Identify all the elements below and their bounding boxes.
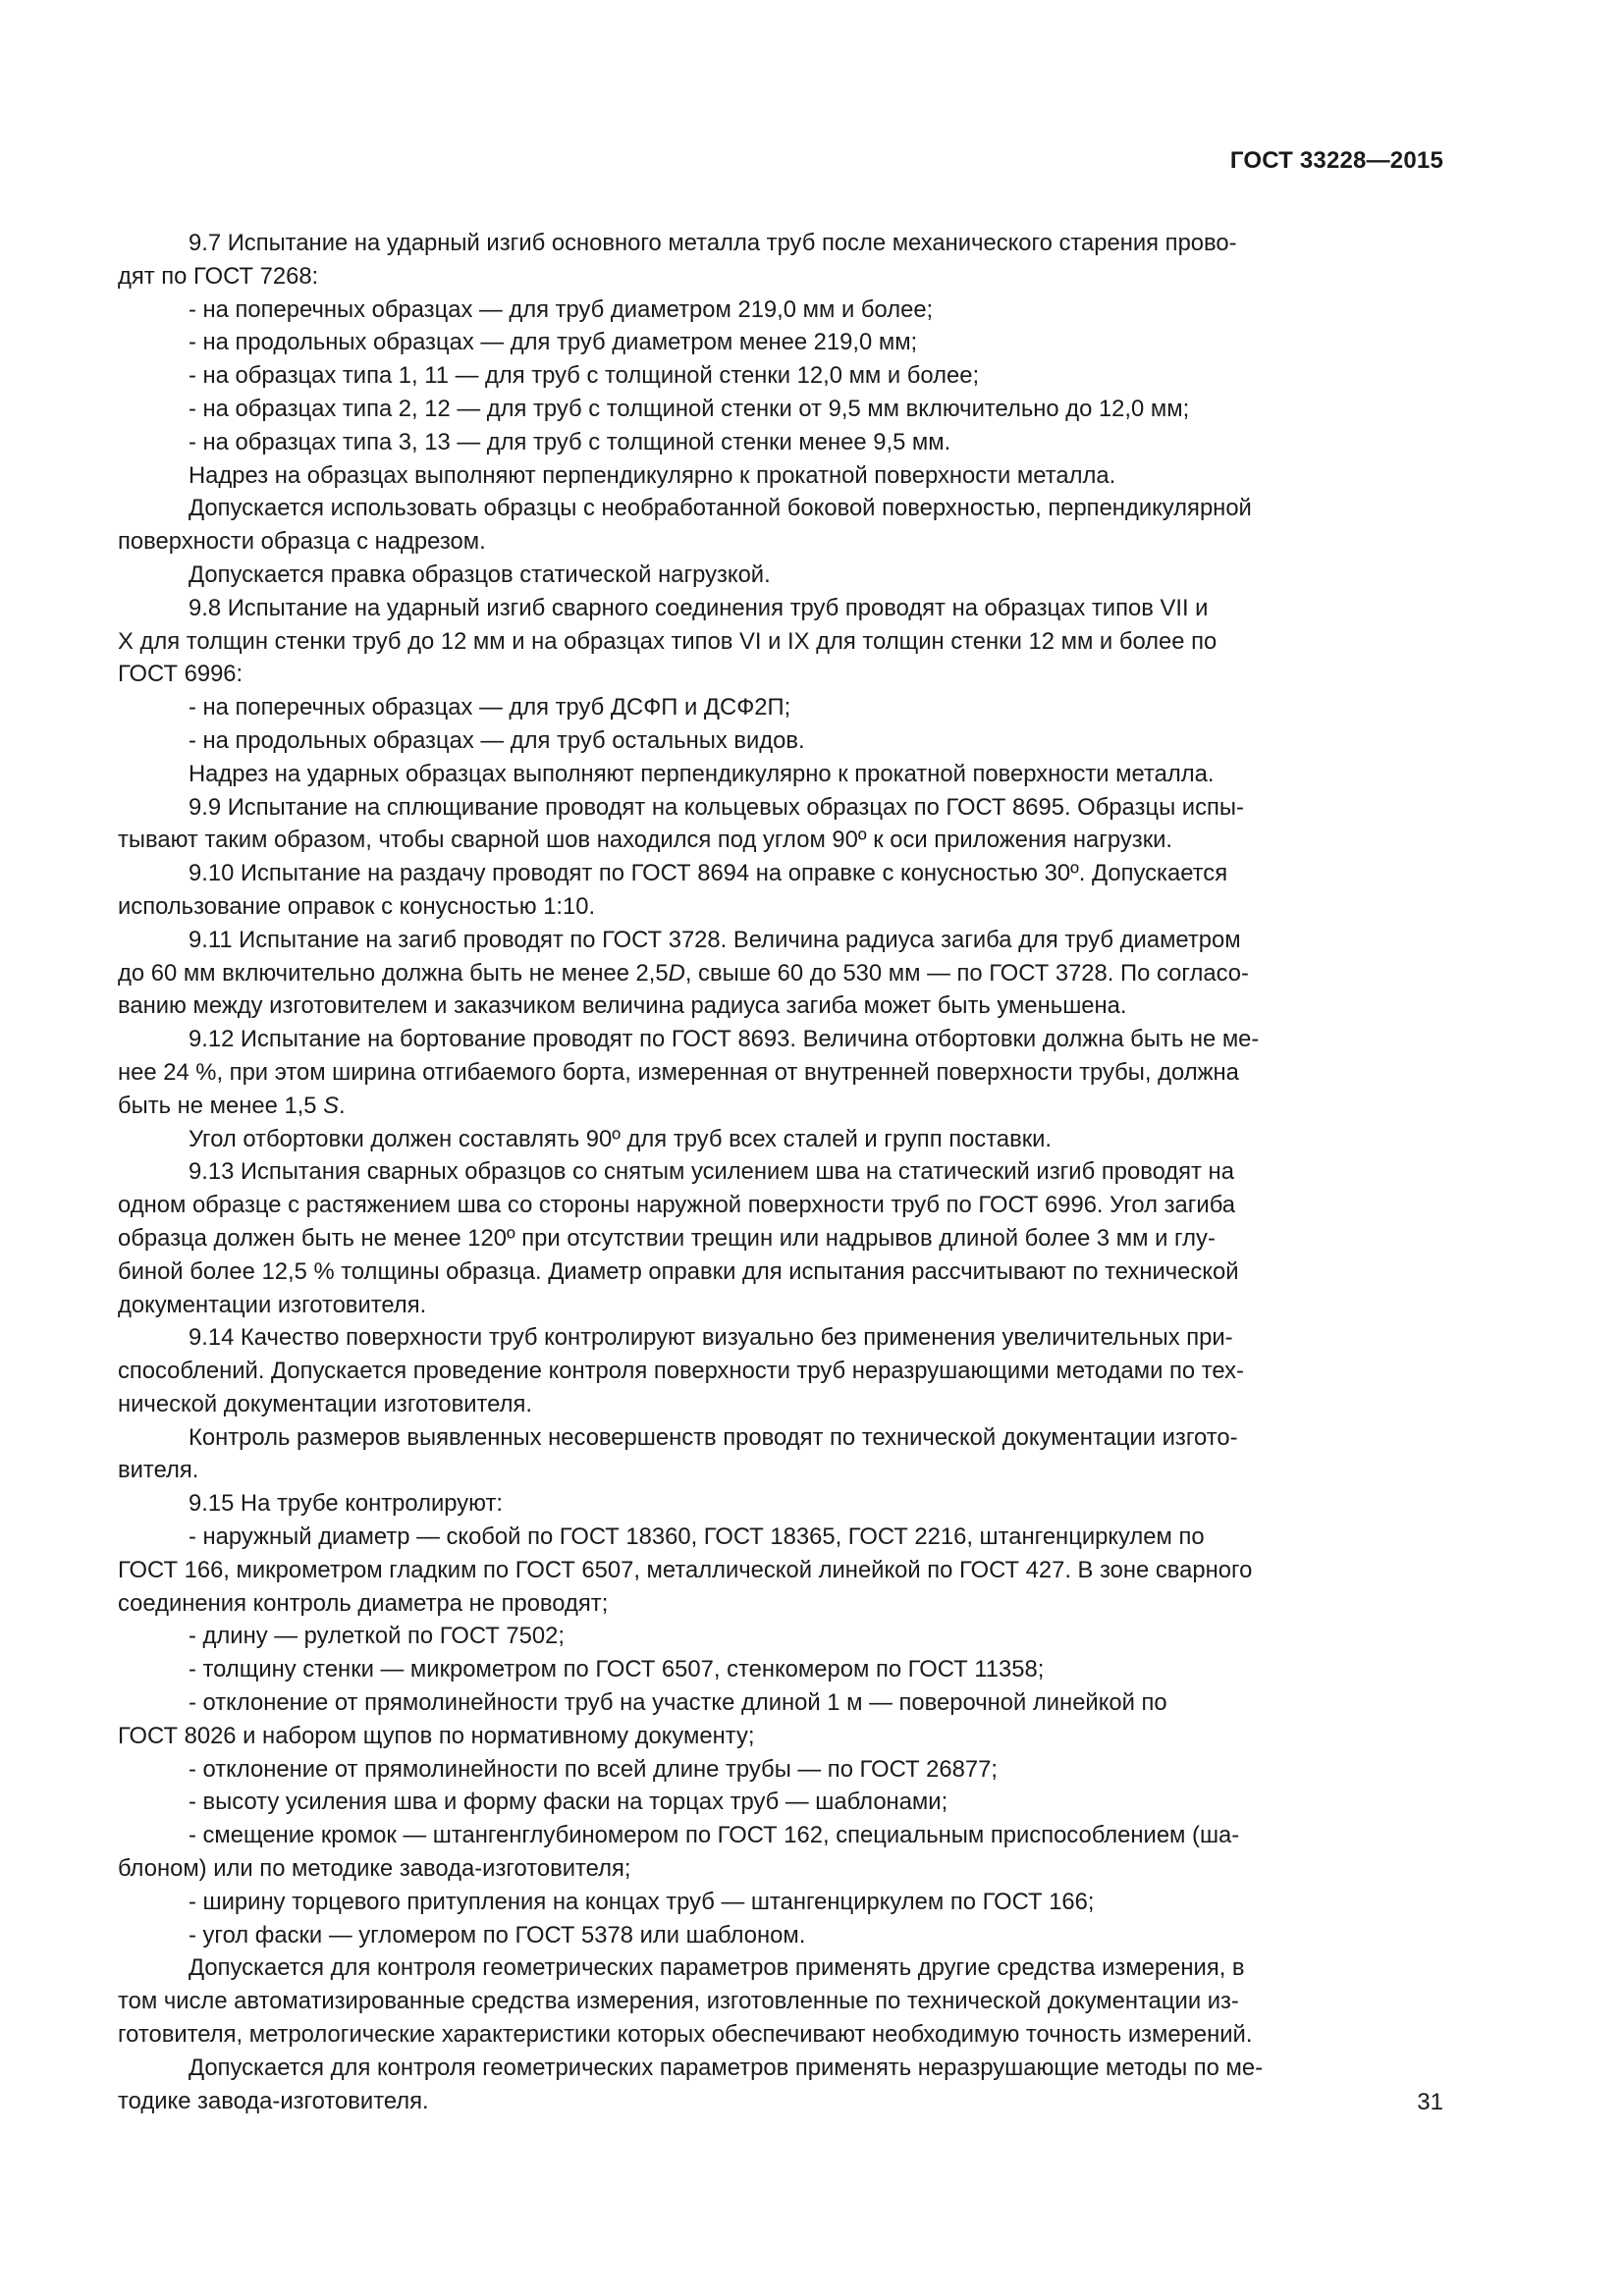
paragraph-9-9: 9.9 Испытание на сплющивание проводят на кольцевых образцах по ГОСТ 8695. Образцы испы- тывают таким образом, чтобы сварной шов находился под углом 90º к оси приложения нагрузки. [118, 793, 1244, 854]
list-item: - на продольных образцах — для труб диаметром менее 219,0 мм; [189, 329, 918, 356]
paragraph-9-7: 9.7 Испытание на ударный изгиб основного металла труб после механического старения прово- дят по ГОСТ 7268: [118, 230, 1237, 290]
list-item: - на поперечных образцах — для труб ДСФП и ДСФ2П; [189, 694, 791, 721]
page-number: 31 [1417, 2089, 1443, 2115]
list-item: - на поперечных образцах — для труб диаметром 219,0 мм и более; [189, 295, 934, 323]
list-item: - угол фаски — угломером по ГОСТ 5378 или шаблоном. [189, 1921, 806, 1949]
paragraph-9-11: 9.11 Испытание на загиб проводят по ГОСТ 3728. Величина радиуса загиба для труб диаметром до 60 мм включительно должна быть не менее 2,5D, свыше 60 до 530 мм — по ГОСТ 3728. По согласо- ванию между изготовителем и заказчиком величина радиуса загиба может быть уменьшена. [118, 926, 1249, 1020]
paragraph-9-8: 9.8 Испытание на ударный изгиб сварного соединения труб проводят на образцах типов VII и X для толщин стенки труб до 12 мм и на образцах типов VI и IX для толщин стенки 12 мм и более по ГОСТ 6996: [118, 594, 1218, 688]
paragraph: Надрез на образцах выполняют перпендикулярно к прокатной поверхности металла. [189, 461, 1116, 489]
list-item: - наружный диаметр — скобой по ГОСТ 18360, ГОСТ 18365, ГОСТ 2216, штангенциркулем по ГОСТ 166, микрометром гладким по ГОСТ 6507, металлической линейкой по ГОСТ 427. В зоне сварного соединения контроль диаметра не проводят; [118, 1523, 1253, 1617]
paragraph-9-13: 9.13 Испытания сварных образцов со снятым усилением шва на статический изгиб проводят на одном образце с растяжением шва со стороны наружной поверхности труб по ГОСТ 6996. Угол загиба образца должен быть не менее 120º при отсутствии трещин или надрывов длиной более 3 мм и глу- биной более 12,5 % толщины образца. Диаметр оправки для испытания рассчитывают по технической документации изготовителя. [118, 1158, 1239, 1318]
list-item: - на продольных образцах — для труб остальных видов. [189, 726, 805, 754]
paragraph-9-10: 9.10 Испытание на раздачу проводят по ГОСТ 8694 на оправке с конусностью 30º. Допускается использование оправок с конусностью 1:10. [118, 860, 1228, 920]
paragraph: Контроль размеров выявленных несовершенств проводят по технической документации изгото- вителя. [118, 1423, 1238, 1484]
list-item: - длину — рулеткой по ГОСТ 7502; [189, 1623, 565, 1650]
paragraph-9-12: 9.12 Испытание на бортование проводят по ГОСТ 8693. Величина отбортовки должна быть не ме- нее 24 %, при этом ширина отгибаемого борта, измеренная от внутренней поверхности трубы, должна быть не менее 1,5 S. [118, 1026, 1260, 1119]
list-item: - отклонение от прямолинейности труб на участке длиной 1 м — поверочной линейкой по ГОСТ 8026 и набором щупов по нормативному документу; [118, 1689, 1167, 1749]
list-item: - высоту усиления шва и форму фаски на торцах труб — шаблонами; [189, 1789, 948, 1816]
list-item: - на образцах типа 3, 13 — для труб с толщиной стенки менее 9,5 мм. [189, 428, 951, 455]
paragraph: Допускается использовать образцы с необработанной боковой поверхностью, перпендикулярной поверхности образца с надрезом. [118, 495, 1252, 556]
list-item: - на образцах типа 1, 11 — для труб с толщиной стенки 12,0 мм и более; [189, 362, 980, 390]
paragraph: Допускается правка образцов статической нагрузкой. [189, 561, 771, 588]
document-body [118, 227, 1448, 2117]
list-item: - ширину торцевого притупления на концах труб — штангенциркулем по ГОСТ 166; [189, 1888, 1095, 1915]
list-item: - толщину стенки — микрометром по ГОСТ 6507, стенкомером по ГОСТ 11358; [189, 1656, 1045, 1683]
paragraph: Допускается для контроля геометрических параметров применять другие средства измерения, в том числе автоматизированные средства измерения, изготовленные по технической документации из- готовителя, метрологические характеристики которых обеспечивают необходимую точность измерений. [118, 1954, 1253, 2049]
document-code: ГОСТ 33228—2015 [1229, 147, 1443, 174]
list-item: - отклонение от прямолинейности по всей длине трубы — по ГОСТ 26877; [189, 1755, 998, 1783]
paragraph: Угол отбортовки должен составлять 90º для труб всех сталей и групп поставки. [189, 1125, 1053, 1152]
paragraph: Допускается для контроля геометрических параметров применять неразрушающие методы по ме- тодике завода-изготовителя. [118, 2054, 1264, 2114]
paragraph: Надрез на ударных образцах выполняют перпендикулярно к прокатной поверхности металла. [189, 760, 1215, 787]
paragraph-9-15: 9.15 На трубе контролируют: [189, 1490, 503, 1518]
paragraph-9-14: 9.14 Качество поверхности труб контролируют визуально без применения увеличительных при- способлений. Допускается проведение контроля поверхности труб неразрушающими методами по тех- нической документации изготовителя. [118, 1324, 1244, 1417]
list-item: - смещение кромок — штангенглубиномером по ГОСТ 162, специальным приспособлением (ша- блоном) или по методике завода-изготовителя; [118, 1822, 1240, 1883]
list-item: - на образцах типа 2, 12 — для труб с толщиной стенки от 9,5 мм включительно до 12,0 мм; [189, 395, 1190, 422]
